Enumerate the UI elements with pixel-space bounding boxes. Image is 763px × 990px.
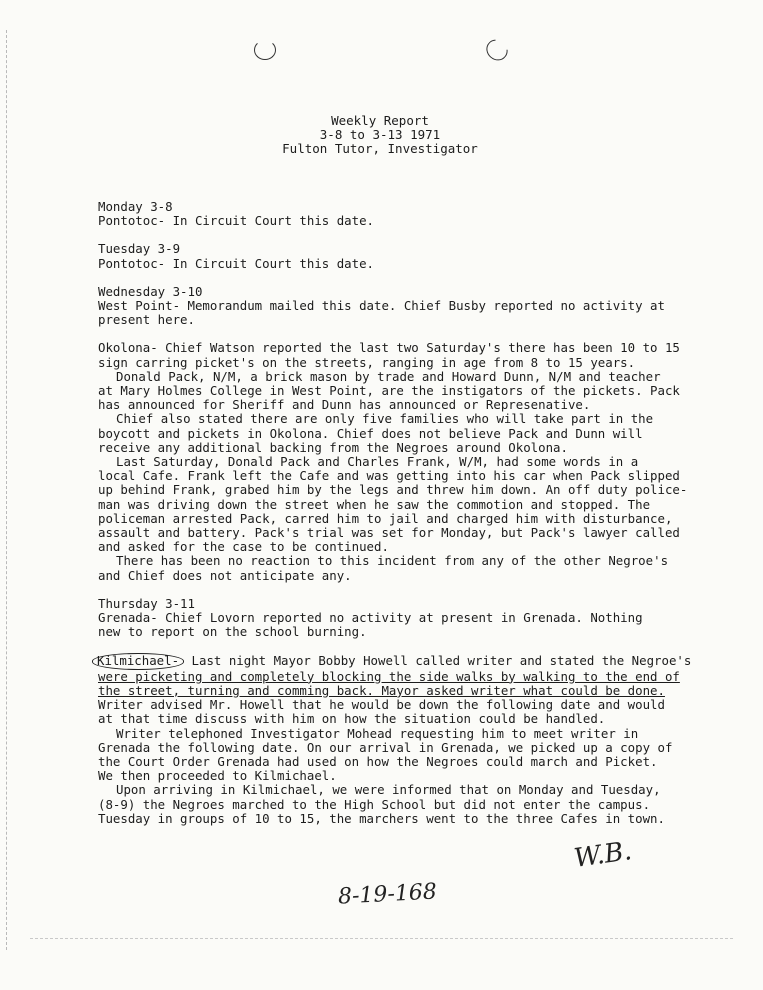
kilmichael-line-underlined: were picketing and completely blocking the side walks by walking to the end of	[98, 668, 680, 684]
okolona-line: and Chief does not anticipate any.	[98, 567, 352, 583]
handwritten-initials: W.B.	[572, 836, 634, 874]
report-body	[97, 199, 692, 826]
report-dates: 3-8 to 3-13 1971	[319, 127, 441, 142]
kilmichael-line: at that time discuss with him on how the situation could be handled.	[98, 711, 606, 727]
kilmichael-line: We then proceeded to Kilmichael.	[98, 768, 337, 784]
entry-text-westpoint-cont: present here.	[98, 312, 195, 328]
okolona-line: Donald Pack, N/M, a brick mason by trade and Howard Dunn, N/M and teacher	[116, 368, 661, 384]
okolona-line: Last Saturday, Donald Pack and Charles Frank, W/M, had some words in a	[116, 454, 639, 470]
entry-text-tuesday: Pontotoc- In Circuit Court this date.	[98, 255, 375, 271]
kilmichael-line: Upon arriving in Kilmichael, we were informed that on Monday and Tuesday,	[116, 782, 661, 798]
okolona-line: up behind Frank, grabed him by the legs and threw him down. An off duty police-	[98, 482, 688, 498]
okolona-line: policeman arrested Pack, carred him to jail and charged him with disturbance,	[98, 510, 673, 526]
kilmichael-line: (8-9) the Negroes marched to the High School but did not enter the campus.	[98, 796, 651, 812]
kilmichael-line: Grenada the following date. On our arrival in Grenada, we picked up a copy of	[98, 739, 673, 755]
kilmichael-line-underlined: the street, turning and comming back. Mayor asked writer what could be done.	[98, 682, 665, 698]
scan-bottom-rule	[30, 938, 733, 939]
okolona-line: sign carring picket's on the streets, ranging in age from 8 to 15 years.	[98, 354, 636, 370]
kilmichael-line: Last night Mayor Bobby Howell called writer and stated the Negroe's	[184, 653, 692, 669]
okolona-line: Chief also stated there are only five families who will take part in the	[116, 411, 654, 427]
kilmichael-line: Writer telephoned Investigator Mohead requesting him to meet writer in	[116, 725, 639, 741]
scan-edge-marks	[6, 30, 17, 950]
entry-day-thursday: Thursday 3-11	[98, 595, 195, 611]
entry-day-tuesday: Tuesday 3-9	[98, 241, 181, 257]
okolona-line: local Cafe. Frank left the Cafe and was getting into his car when Pack slipped	[98, 468, 680, 484]
entry-text-grenada: Grenada- Chief Lovorn reported no activity at present in Grenada. Nothing	[98, 610, 643, 626]
kilmichael-circled-label: Kilmichael-	[92, 653, 184, 669]
entry-text-westpoint: West Point- Memorandum mailed this date. Chief Busby reported no activity at	[98, 298, 665, 314]
okolona-line: man was driving down the street when he saw the commotion and stopped. The	[98, 496, 651, 512]
okolona-line: receive any additional backing from the Negroes around Okolona.	[98, 439, 568, 455]
report-author: Fulton Tutor, Investigator	[282, 141, 478, 156]
report-header	[240, 114, 520, 156]
okolona-line: at Mary Holmes College in West Point, are the instigators of the pickets. Pack	[98, 383, 680, 399]
kilmichael-line: the Court Order Grenada had used on how the Negroes could march and Picket.	[98, 753, 658, 769]
okolona-line: has announced for Sheriff and Dunn has announced or Represenative.	[98, 397, 591, 413]
okolona-line: and asked for the case to be continued.	[98, 539, 389, 555]
punch-hole-left	[254, 40, 276, 60]
kilmichael-line: Tuesday in groups of 10 to 15, the marchers went to the three Cafes in town.	[98, 810, 665, 826]
entry-text-grenada-cont: new to report on the school burning.	[98, 624, 367, 640]
entry-text-monday: Pontotoc- In Circuit Court this date.	[98, 213, 375, 229]
okolona-line: Okolona- Chief Watson reported the last two Saturday's there has been 10 to 15	[98, 340, 680, 356]
okolona-line: assault and battery. Pack's trial was set for Monday, but Pack's lawyer called	[98, 525, 680, 541]
punch-hole-right	[482, 35, 512, 64]
okolona-line: boycott and pickets in Okolona. Chief does not believe Pack and Dunn will	[98, 425, 643, 441]
report-title: Weekly Report	[331, 113, 429, 128]
kilmichael-first-line	[97, 653, 692, 669]
kilmichael-line: Writer advised Mr. Howell that he would be down the following date and would	[98, 697, 665, 713]
entry-day-wednesday: Wednesday 3-10	[98, 283, 203, 299]
okolona-line: There has been no reaction to this incident from any of the other Negroe's	[116, 553, 669, 569]
handwritten-document-number: 8-19-168	[337, 879, 438, 910]
entry-day-monday: Monday 3-8	[98, 199, 173, 214]
